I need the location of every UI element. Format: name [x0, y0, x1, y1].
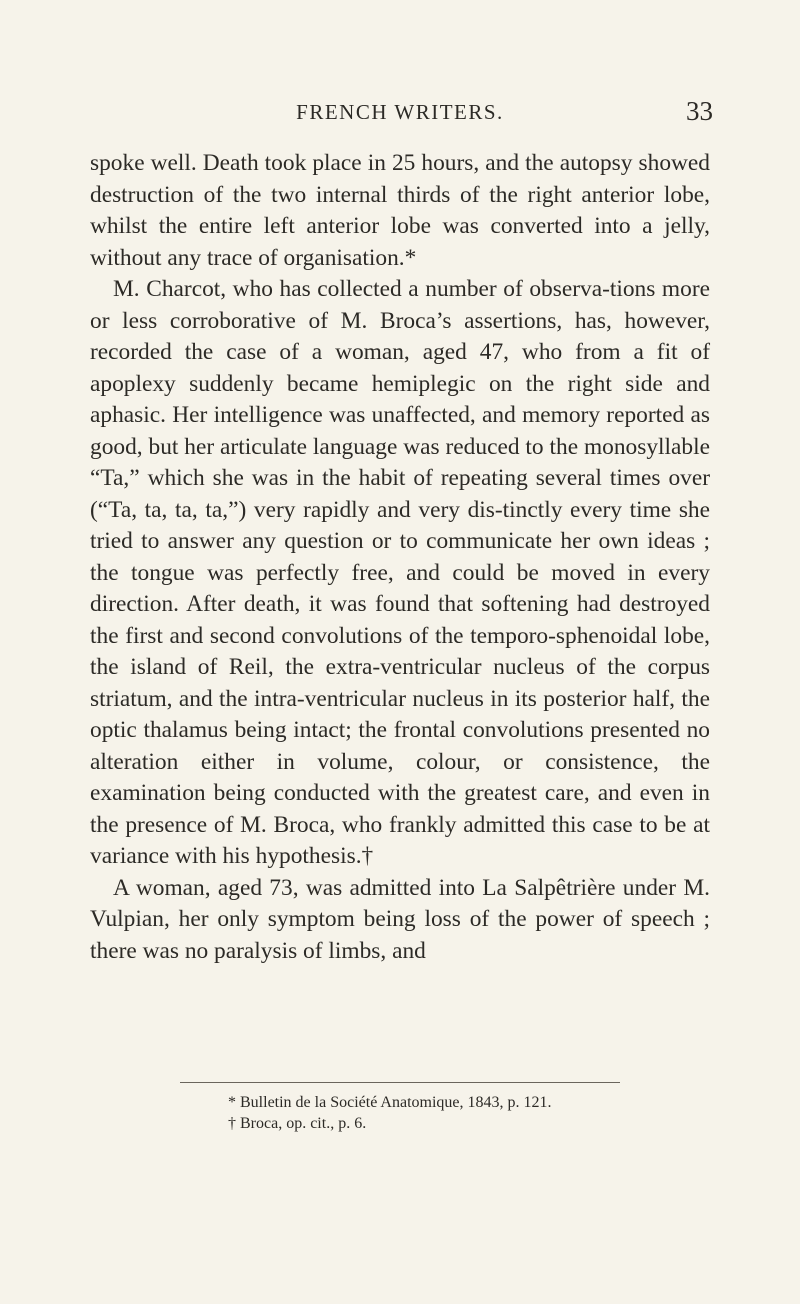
paragraph-3: A woman, aged 73, was admitted into La Salpêtrière under M. Vulpian, her only symptom being loss of the power of speech ; there was no paralysis of limbs, and [90, 874, 710, 964]
footnotes [90, 1092, 710, 1134]
footnote-divider [180, 1082, 620, 1083]
page-header [90, 96, 713, 132]
paragraph-1: spoke well. Death took place in 25 hours, and the autopsy showed destruction of the two internal thirds of the right anterior lobe, whilst the entire left anterior lobe was converted into a jelly, without any trace of organisation.* [90, 150, 710, 271]
page-number: 33 [686, 96, 713, 126]
running-title: FRENCH WRITERS. [296, 100, 504, 124]
paragraph-2: M. Charcot, who has collected a number of observa-tions more or less corroborative of M. Broca’s assertions, has, however, recorded the case of a woman, aged 47, who from a fit of apoplexy suddenly became hemiplegic on the right side and aphasic. Her intelligence was unaffected, and memory reported as good, but her articulate language was reduced to the monosyllable “Ta,” which she was in the habit of repeating several times over (“Ta, ta, ta, ta,”) very rapidly and very dis-tinctly every time she tried to answer any question or to communicate her own ideas ; the tongue was perfectly free, and could be moved in every direction. After death, it was found that softening had destroyed the first and second convolutions of the temporo-sphenoidal lobe, the island of Reil, the extra-ventricular nucleus of the corpus striatum, and the intra-ventricular nucleus in its posterior half, the optic thalamus being intact; the frontal convolutions presented no alteration either in volume, colour, or consistence, the examination being conducted with the greatest care, and even in the presence of M. Broca, who frankly admitted this case to be at variance with his hypothesis.† [90, 276, 710, 869]
footnote-1: * Bulletin de la Société Anatomique, 1843, p. 121. [228, 1094, 552, 1111]
footnote-2: † Broca, op. cit., p. 6. [228, 1115, 367, 1132]
body-text [90, 148, 710, 967]
